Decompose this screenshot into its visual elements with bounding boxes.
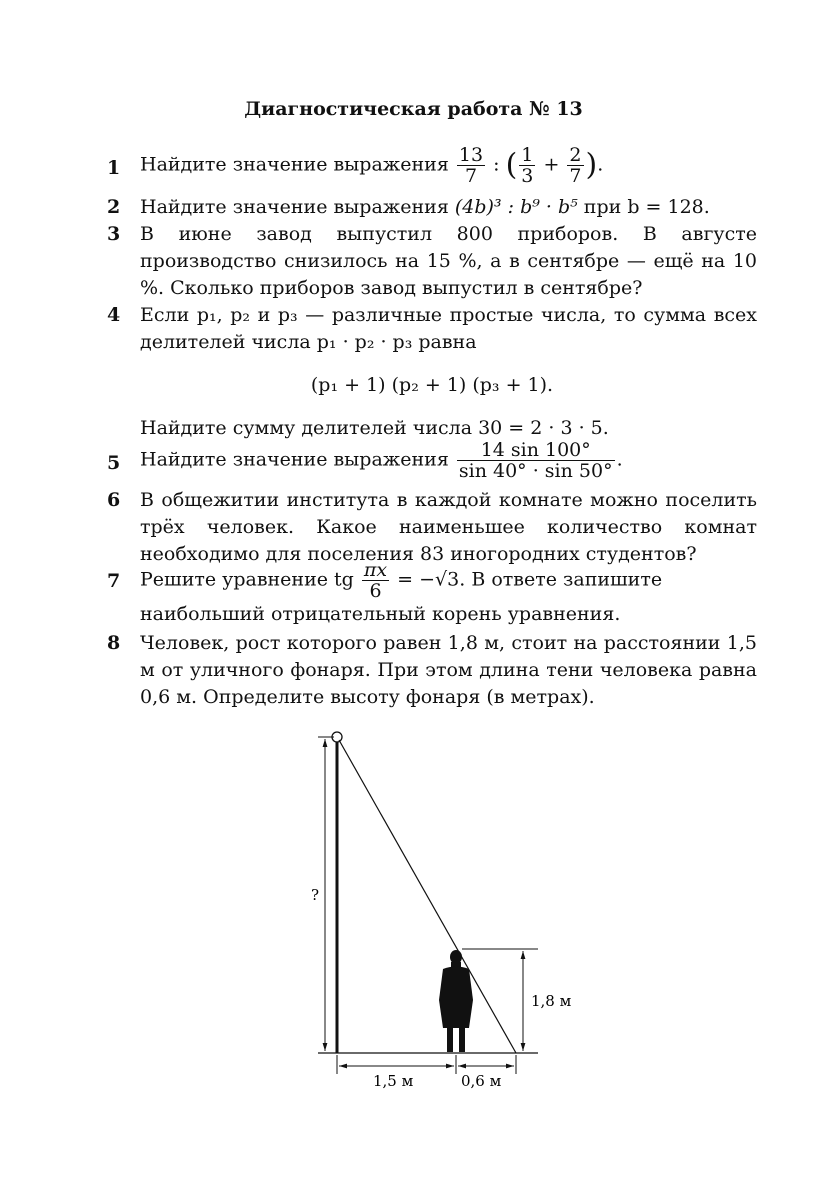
- paren-open: (: [505, 147, 518, 183]
- problem-number: 4: [107, 304, 121, 326]
- problem-text: В общежитии института в каждой комнате можно поселить трёх человек. Какое наименьшее количество комнат необходимо для поселения 83 иногородних студентов?: [140, 489, 757, 565]
- problem-tail: при b = 128.: [583, 196, 710, 218]
- problem-number: 2: [107, 196, 121, 218]
- person-icon: [439, 950, 473, 1052]
- punctuation: .: [597, 153, 604, 176]
- shadow-label: 0,6 м: [461, 1072, 502, 1090]
- numerator: 13: [458, 144, 484, 166]
- page-title: Диагностическая работа № 13: [244, 98, 583, 120]
- problem-text-2: Найдите сумму делителей числа 30 = 2 · 3 · 5.: [140, 417, 609, 439]
- denominator: 7: [457, 165, 485, 186]
- punctuation: .: [616, 448, 623, 471]
- equation-rhs: = −√3.: [397, 568, 466, 591]
- problem-text: Решите уравнение tg: [140, 568, 354, 591]
- numerator: 2: [569, 144, 582, 166]
- paren-close: ): [585, 147, 598, 183]
- denominator: 3: [521, 165, 534, 187]
- denominator: 6: [362, 580, 389, 601]
- person-height-label: 1,8 м: [531, 992, 572, 1010]
- problem-text: В июне завод выпустил 800 приборов. В августе производство снизилось на 15 %, а в сентябре — ещё на 10 %. Сколько приборов завод выпустил в сентябре?: [140, 223, 757, 299]
- problem-text: Найдите значение выражения: [140, 153, 449, 176]
- distance-label: 1,5 м: [373, 1072, 414, 1090]
- problem-tail: В ответе запишите наибольший отрицательный корень уравнения.: [140, 568, 663, 625]
- problem-number: 6: [107, 489, 121, 511]
- light-ray: [339, 740, 516, 1053]
- problem-number: 8: [107, 632, 121, 654]
- denominator: 7: [569, 165, 582, 187]
- problem-number: 5: [107, 452, 121, 474]
- problem-text: Если p₁, p₂ и p₃ — различные простые числа, то сумма всех делителей числа p₁ · p₂ · p₃ равна: [140, 304, 757, 353]
- problem-number: 3: [107, 223, 121, 245]
- numerator: 1: [521, 144, 534, 166]
- problem-number: 1: [107, 157, 121, 179]
- problem-number: 7: [107, 570, 121, 592]
- expression: (4b)³ : b⁹ · b⁵: [454, 196, 578, 218]
- numerator: 14 sin 100°: [480, 439, 591, 461]
- problem-text: Человек, рост которого равен 1,8 м, стоит на расстоянии 1,5 м от уличного фонаря. При этом длина тени человека равна 0,6 м. Определите высоту фонаря (в метрах).: [140, 632, 757, 708]
- denominator: sin 40° · sin 50°: [458, 460, 613, 482]
- operator: +: [543, 153, 560, 176]
- numerator: πx: [363, 559, 388, 581]
- problem-text: Найдите значение выражения: [140, 196, 449, 218]
- formula: (p₁ + 1) (p₂ + 1) (p₃ + 1).: [310, 374, 554, 396]
- problem-text: Найдите значение выражения: [140, 448, 449, 471]
- unknown-height-label: ?: [311, 886, 320, 904]
- operator: :: [493, 153, 500, 176]
